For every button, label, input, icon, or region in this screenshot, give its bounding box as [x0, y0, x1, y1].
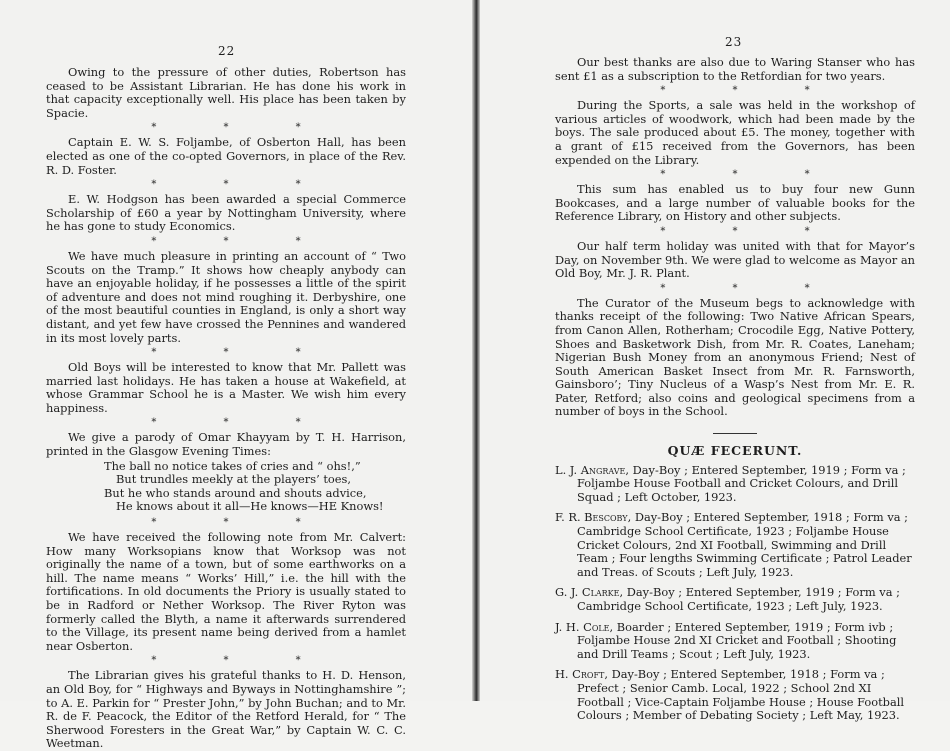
entry-name: H. Croft: [555, 667, 605, 682]
paragraph-governor: Captain E. W. S. Foljambe, of Osberton Hall, has been elected as one of the co-opted Governors, in place of the Rev. R. D. Foster.: [46, 135, 406, 177]
poem: [104, 460, 406, 514]
left-column: [46, 66, 406, 751]
section-separator: * * *: [151, 347, 333, 359]
entry-text: , Day-Boy ; Entered September, 1919 ; Form va ; Foljambe House Football and Cricket Colours, and Drill Squad ; Left October, 1923.: [577, 462, 906, 504]
entry-text: , Day-Boy ; Entered September, 1918 ; Form va ; Prefect ; Senior Camb. Local, 1922 ; School 2nd XI Football ; Vice-Captain Foljambe House ; House Football Colours ; Member of Debating Society ; Left May, 1923.: [577, 667, 905, 723]
entry-name: F. R. Bescoby: [555, 510, 628, 525]
entry-text: , Day-Boy ; Entered September, 1918 ; Form va ; Cambridge School Certificate, 1923 ; Foljambe House Cricket Colours, 2nd XI Football, Swimming and Drill Team ; Four lengths Swimming Certificate ; Patrol Leader and Treas. of Scouts ; Left July, 1923.: [577, 510, 912, 579]
book-gutter: [472, 0, 480, 701]
paragraph-bookcases: This sum has enabled us to buy four new Gunn Bookcases, and a large number of valuable books for the Reference Library, on History and other subjects.: [555, 182, 915, 224]
list-item: [555, 464, 915, 505]
poem-line: But he who stands around and shouts advice,: [104, 485, 367, 500]
paragraph-scouts: We have much pleasure in printing an account of “ Two Scouts on the Tramp.” It shows how cheaply anybody can have an enjoyable holiday, if he possesses a little of the spirit of adventure and does not mind roughing it. Derbyshire, one of the most beautiful counties in England, is only a short way distant, and yet few have crossed the Pennines and wandered in its most lovely parts.: [46, 248, 406, 345]
paragraph-scholarship: E. W. Hodgson has been awarded a special Commerce Scholarship of £60 a year by Nottingham University, where he has gone to study Economics.: [46, 192, 406, 234]
list-item: [555, 511, 915, 579]
section-separator: * * *: [660, 282, 842, 294]
entry-text: , Boarder ; Entered September, 1919 ; Form ivb ; Foljambe House 2nd XI Cricket and Football ; Shooting and Drill Teams ; Scout ; Left July, 1923.: [577, 619, 897, 661]
section-separator: * * *: [660, 169, 842, 181]
section-separator: * * *: [660, 85, 842, 97]
page-number: 22: [218, 44, 236, 58]
paragraph-sports-sale: During the Sports, a sale was held in the workshop of various articles of woodwork, which had been made by the boys. The sale produced about £5. The money, together with a grant of £15 received from the Governors, has been expended on the Library.: [555, 98, 915, 167]
poem-line: He knows about it all—He knows—HE Knows!: [116, 499, 384, 514]
entry-name: L. J. Angrave: [555, 462, 626, 477]
section-separator: * * *: [151, 235, 333, 247]
page-number: 23: [725, 35, 743, 49]
right-page: [480, 0, 950, 723]
paragraph-pallett: Old Boys will be interested to know that Mr. Pallett was married last holidays. He has taken a house at Wakefield, at whose Grammar School he is a Master. We wish him every happiness.: [46, 360, 406, 415]
paragraph-parody-intro: We give a parody of Omar Khayyam by T. H. Harrison, printed in the Glasgow Evening Times:: [46, 430, 406, 459]
entry-name: G. J. Clarke: [555, 585, 620, 600]
list-item: [555, 621, 915, 662]
entry-text: , Day-Boy ; Entered September, 1919 ; Form va ; Cambridge School Certificate, 1923 ; Left July, 1923.: [577, 585, 900, 613]
entry-name: J. H. Cole: [555, 619, 610, 634]
paragraph-librarian: Owing to the pressure of other duties, Robertson has ceased to be Assistant Librarian. He has done his work in that capacity exceptionally well. His place has been taken by Spacie.: [46, 65, 406, 120]
section-separator: * * *: [660, 225, 842, 237]
poem-line: But trundles meekly at the players’ toes,: [116, 472, 351, 487]
divider-rule: [713, 433, 757, 434]
right-column: [555, 56, 915, 730]
paragraph-librarian-thanks: The Librarian gives his grateful thanks to H. D. Henson, an Old Boy, for “ Highways and Byways in Nottinghamshire ”; to A. E. Parkin for “ Prester John,” by John Buchan; and to Mr. R. de F. Peacock, the Editor of the Retford Herald, for “ The Sherwood Foresters in the Great War,” by Captain W. C. C. Weetman.: [46, 668, 406, 751]
section-separator: * * *: [151, 179, 333, 191]
section-heading: QUÆ FECERUNT.: [667, 443, 803, 459]
section-separator: * * *: [151, 517, 333, 529]
paragraph-museum: The Curator of the Museum begs to acknowledge with thanks receipt of the following: Two Native African Spears, from Canon Allen, Rotherham; Crocodile Egg, Native Pottery, Shoes and Basketwork Dish, from Mr. R. Coates, Laneham; Nigerian Bush Money from an anonymous Friend; Nest of South American Basket Insect from Mr. R. Farnsworth, Gainsboro’; Tiny Nucleus of a Wasp’s Nest from Mr. E. R. Pater, Retford; also coins and geological specimens from a number of boys in the School.: [555, 295, 915, 419]
section-separator: * * *: [151, 417, 333, 429]
list-item: [555, 668, 915, 722]
list-item: [555, 586, 915, 613]
poem-line: The ball no notice takes of cries and “ ohs!,”: [104, 458, 361, 473]
left-page: [0, 0, 472, 751]
paragraph-calvert: We have received the following note from Mr. Calvert: How many Worksopians know that Worksop was not originally the name of a town, but of some earthworks on a hill. The name means “ Works’ Hill,” i.e. the hill with the fortifications. In old documents the Priory is usually stated to be in Radford or Nether Worksop. The River Ryton was formerly called the Blyth, a name it afterwards surrendered to the Village, its present name being derived from a hamlet near Osberton.: [46, 530, 406, 653]
paragraph-stanser: Our best thanks are also due to Waring Stanser who has sent £1 as a subscription to the Retfordian for two years.: [555, 55, 915, 83]
paragraph-half-term: Our half term holiday was united with that for Mayor’s Day, on November 9th. We were glad to welcome as Mayor an Old Boy, Mr. J. R. Plant.: [555, 238, 915, 281]
section-separator: * * *: [151, 655, 333, 667]
section-separator: * * *: [151, 122, 333, 134]
